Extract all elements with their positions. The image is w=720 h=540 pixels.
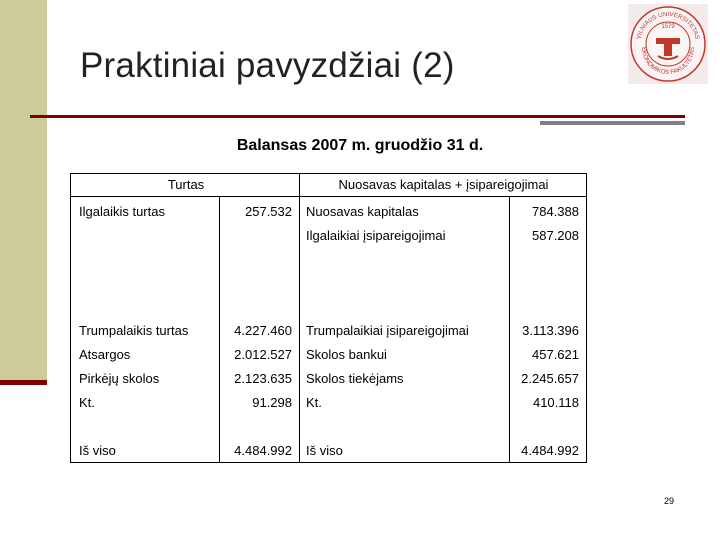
liability-value: 3.113.396 [522,323,579,338]
slide-title: Praktiniai pavyzdžiai (2) [80,46,455,85]
asset-value: 4.227.460 [234,323,292,338]
logo-text-bottom: EKONOMIKOS FAKULTETAS [639,46,697,77]
column-divider [219,197,220,462]
column-divider [299,174,300,462]
sidebar-decoration [0,0,47,384]
liability-label: Skolos bankui [306,347,387,362]
asset-label: Ilgalaikis turtas [79,204,165,219]
asset-total-label: Iš viso [79,443,116,458]
liability-label: Kt. [306,395,322,410]
liability-value: 784.388 [532,204,579,219]
asset-value: 2.012.527 [234,347,292,362]
title-divider [30,115,685,118]
logo-year: 1579 [661,24,675,30]
page-number: 29 [664,496,675,506]
liability-label: Trumpalaikiai įsipareigojimai [306,323,469,338]
liability-value: 457.621 [532,347,579,362]
header-equity-liabilities: Nuosavas kapitalas + įsipareigojimai [338,177,549,192]
liability-value: 587.208 [532,228,579,243]
university-seal-logo [628,4,708,84]
asset-value: 2.123.635 [234,371,292,386]
asset-value: 91.298 [252,395,292,410]
header-assets: Turtas [167,177,205,192]
asset-total-value: 4.484.992 [234,443,292,458]
balance-caption: Balansas 2007 m. gruodžio 31 d. [236,137,484,154]
asset-label: Atsargos [79,347,131,362]
liability-total-value: 4.484.992 [521,443,579,458]
asset-label: Pirkėjų skolos [79,371,160,386]
sidebar-accent-line [0,380,47,385]
balance-table [70,173,587,463]
title-divider-accent [540,121,685,125]
asset-label: Kt. [79,395,95,410]
liability-label: Nuosavas kapitalas [306,204,419,219]
column-divider [509,197,510,462]
liability-label: Ilgalaikiai įsipareigojimai [306,228,446,243]
liability-value: 2.245.657 [521,371,579,386]
liability-label: Skolos tiekėjams [306,371,404,386]
asset-label: Trumpalaikis turtas [79,323,189,338]
logo-text-top: VILNIAUS UNIVERSITETAS [635,10,701,40]
liability-total-label: Iš viso [306,443,343,458]
liability-value: 410.118 [532,395,579,410]
asset-value: 257.532 [245,204,292,219]
